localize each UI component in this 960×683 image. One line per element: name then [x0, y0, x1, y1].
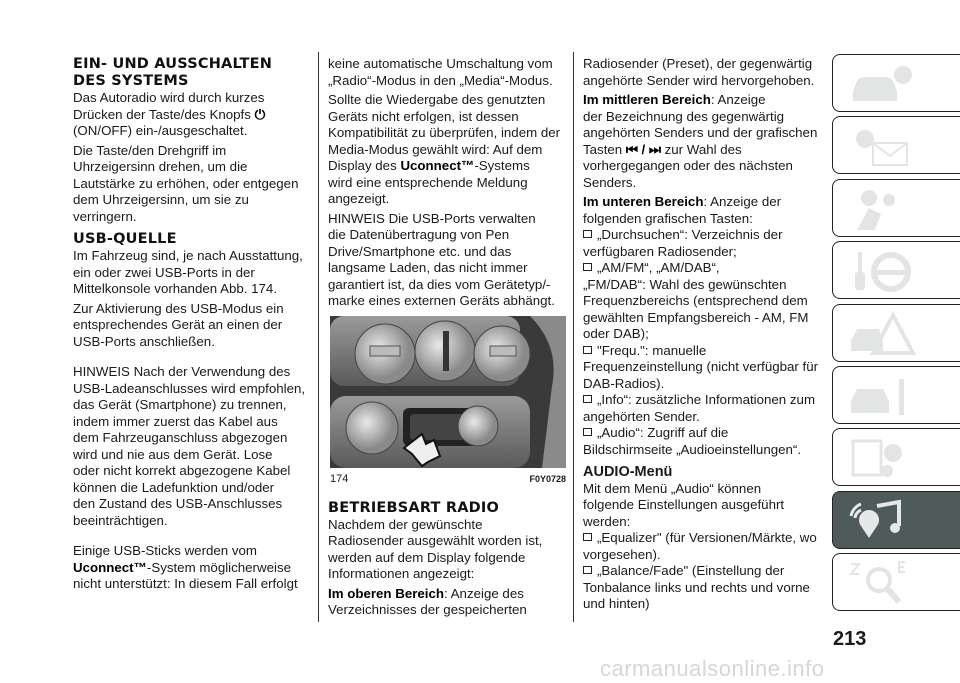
chapter-tab[interactable] [832, 116, 960, 174]
text-line: Sollte die Wiedergabe des genutzten [328, 92, 546, 107]
paragraph [328, 211, 568, 310]
text-line: Informationen angezeigt: [328, 566, 475, 581]
text-line: Zur Aktivierung des USB-Modus ein [73, 300, 284, 316]
text-line: gewählten Empfangsbereich - AM, FM [583, 309, 809, 325]
key-steering-wheel-icon [847, 248, 917, 292]
text-line [583, 92, 823, 109]
section-heading [583, 464, 823, 481]
index-search-icon [847, 560, 917, 604]
text-line: Nachdem der gewünschte [328, 516, 483, 532]
text-line: USB-Ladeanschlusses wird empfohlen, [73, 380, 306, 396]
column-2 [328, 56, 568, 619]
column-1 [73, 56, 313, 593]
bold-text: ⏻ [254, 106, 266, 122]
text-line: Senders. [583, 174, 637, 190]
text-line: Frequenzeinstellung (nicht verfügbar für [583, 359, 819, 374]
text-line: nicht unterstützt: In diesem Fall erfolgt [73, 576, 298, 591]
text-line [328, 586, 568, 603]
text-line: den Zustand des USB-Anschlusses [73, 496, 283, 511]
text-line: Radiosender (Preset), der gegenwärtig [583, 56, 813, 71]
text-line: Lautstärke zu erhöhen, oder entgegen [73, 175, 299, 191]
car-info-icon [847, 61, 917, 105]
paragraph [73, 364, 313, 529]
watermark: carmanualsonline.info [600, 656, 825, 681]
paragraph [328, 56, 568, 89]
text-line: DAB-Radios). [583, 375, 665, 391]
text-line: entsprechendes Gerät an einen der [73, 317, 283, 332]
paragraph [583, 92, 823, 191]
technical-data-icon [847, 435, 917, 479]
bold-text: Im oberen Bereich [328, 585, 445, 601]
text-line: keine automatische Umschaltung vom [328, 56, 553, 71]
text: : Anzeige [710, 92, 766, 107]
text-line [583, 530, 823, 547]
text-line [583, 392, 823, 409]
text-line [73, 560, 313, 577]
bullet-square-icon [583, 346, 592, 354]
text-line: beeinträchtigen. [73, 512, 168, 528]
column-divider [573, 52, 574, 622]
text-line: „Radio“-Modus in den „Media“-Modus. [328, 72, 553, 88]
bullet-square-icon [583, 263, 592, 271]
text: -System möglicherweise [146, 559, 291, 575]
section-heading [328, 500, 568, 517]
bold-text: Im mittleren Bereich [583, 92, 711, 107]
text-line: Im Fahrzeug sind, je nach Ausstattung, [73, 248, 303, 263]
section-heading [73, 231, 313, 248]
text-line [73, 107, 313, 124]
text: Tasten [583, 141, 626, 157]
bullet-square-icon [583, 230, 592, 238]
paragraph [328, 517, 568, 583]
text-line: Kompatibilität zu überprüfen, indem der [328, 125, 561, 140]
text-line: garantiert ist, da dies vom Gerätetyp/- [328, 276, 551, 292]
section-heading [73, 56, 313, 90]
text-line [583, 563, 823, 580]
paragraph [73, 90, 313, 140]
text-line: die Datenübertragung von Pen [328, 227, 510, 242]
text: : Anzeige der [703, 194, 782, 209]
paragraph [73, 543, 313, 593]
chapter-tab[interactable] [832, 428, 960, 486]
text-line: „FM/DAB“: Wahl des gewünschten [583, 276, 787, 292]
text: : Anzeige des [444, 585, 524, 601]
bullet-square-icon [583, 533, 592, 541]
text-line: Verzeichnisses der gespeicherten [328, 602, 527, 617]
text: „Equalizer" (für Versionen/Märkte, wo [597, 530, 817, 545]
bold-text: Uconnect™ [400, 158, 475, 173]
chapter-tab[interactable] [832, 491, 960, 549]
text-line [583, 142, 823, 159]
text-line: oder nicht korrekt abgezogene Kabel [73, 463, 291, 478]
chapter-tab[interactable] [832, 54, 960, 112]
text-line [583, 227, 823, 244]
spacer [73, 350, 313, 364]
paragraph [583, 481, 823, 613]
text-line [583, 343, 823, 360]
chapter-tab[interactable] [832, 366, 960, 424]
text-line: Mittelkonsole vorhanden Abb. 174. [73, 281, 278, 296]
text: "Frequ.": manuelle [597, 342, 707, 358]
paragraph [328, 586, 568, 619]
text-line: können die Ladefunktion und/oder [73, 479, 275, 495]
bullet-square-icon [583, 566, 592, 574]
text-line: Mit dem Menü „Audio“ können [583, 480, 762, 496]
bold-text: ⏮ / ⏭ [625, 141, 661, 157]
text-line: Uhrzeigersinn drehen, um die [73, 159, 248, 174]
text-line: langsame Laden, das nicht immer [328, 260, 528, 275]
paragraph [73, 248, 313, 298]
text-line: vorhergegangen oder des nächsten [583, 158, 793, 173]
text-line: dem Uhrzeigersinn, um sie zu [73, 192, 249, 207]
text-line: Das Autoradio wird durch kurzes [73, 90, 265, 105]
text-line: Frequenzbereichs (entsprechend dem [583, 293, 808, 308]
center-console-illustration [330, 316, 566, 468]
text: „Audio“: Zugriff auf die [597, 425, 729, 440]
text-line: USB-Ports anschließen. [73, 333, 215, 349]
text-line: Radiosender ausgewählt worden ist, [328, 533, 543, 548]
bold-text: Uconnect™ [73, 559, 147, 575]
text-line: der Bezeichnung des gegenwärtig [583, 108, 785, 124]
text-line: das Gerät (Smartphone) zu trennen, [73, 397, 287, 412]
figure-usb-ports [330, 316, 566, 468]
text-line: folgende Einstellungen ausgeführt [583, 497, 785, 512]
text-line: dem Fahrzeuganschluss abgezogen [73, 430, 288, 445]
text: „Info“: zusätzliche Informationen zum [597, 392, 816, 407]
column-3 [583, 56, 823, 613]
text-line: AUDIO-Menü [583, 464, 673, 480]
text-line: HINWEIS Nach der Verwendung des [73, 364, 291, 379]
text-line: indem immer zuerst das Kabel aus [73, 413, 278, 429]
chapter-tab[interactable] [832, 179, 960, 237]
text-line: (ON/OFF) ein-/ausgeschaltet. [73, 123, 248, 138]
text: -Systems [474, 158, 530, 173]
bullet-square-icon [583, 395, 592, 403]
text-line: und hinten) [583, 596, 650, 611]
text-line: angezeigt. [328, 191, 390, 206]
text-line: ein oder zwei USB-Ports in der [73, 264, 255, 280]
text-line: wird und nie aus dem Gerät. Lose [73, 446, 273, 462]
text-line: angehörten Senders und der grafischen [583, 125, 818, 140]
multimedia-icon [847, 498, 917, 542]
text-line: werden: [583, 513, 631, 529]
text-line: angehörte Sender wird hervorgehoben. [583, 72, 815, 88]
text-line: verringern. [73, 208, 137, 224]
column-divider [318, 52, 319, 622]
text-line: wird eine entsprechende Meldung [328, 174, 528, 190]
text: „Durchsuchen“: Verzeichnis der [597, 227, 783, 242]
chapter-tab[interactable] [832, 304, 960, 362]
text: zur Wahl des [660, 141, 742, 157]
paragraph [73, 143, 313, 226]
figure-caption [330, 472, 566, 486]
text-line: Drive/Smartphone etc. und das [328, 243, 512, 259]
text-line: Die Taste/den Drehgriff im [73, 142, 227, 158]
text-line: USB-QUELLE [73, 231, 177, 247]
chapter-tab[interactable] [832, 553, 960, 611]
text-line: oder DAB); [583, 326, 649, 341]
paragraph [583, 56, 823, 89]
text-line: verfügbaren Radiosender; [583, 243, 737, 259]
text: Display des [328, 158, 401, 173]
text-line: vorgesehen). [583, 546, 661, 562]
text-line [328, 158, 568, 175]
text: „AM/FM“, „AM/DAB“, [597, 260, 720, 275]
text-line: folgenden grafischen Tasten: [583, 210, 753, 226]
spacer [73, 529, 313, 543]
text-line [583, 194, 823, 211]
text: Drücken der Taste/des Knopfs [73, 106, 255, 122]
text-line: marke eines externen Geräts abhängt. [328, 293, 555, 308]
paragraph [73, 301, 313, 351]
warning-lights-message-icon [847, 123, 917, 167]
text: „Balance/Fade" (Einstellung der [597, 563, 785, 578]
text-line: Einige USB-Sticks werden vom [73, 543, 258, 558]
chapter-tab[interactable] [832, 241, 960, 299]
airbag-seat-icon [847, 186, 917, 230]
figure-code: F0Y0728 [529, 473, 566, 484]
paragraph [583, 194, 823, 458]
paragraph [328, 92, 568, 208]
text-line: EIN- UND AUSSCHALTEN [73, 56, 273, 72]
bullet-square-icon [583, 428, 592, 436]
text-line: werden auf dem Display folgende [328, 549, 526, 565]
text-line: DES SYSTEMS [73, 73, 189, 89]
text-line: Bildschirmseite „Audioeinstellungen“. [583, 441, 802, 457]
text-line: HINWEIS Die USB-Ports verwalten [328, 210, 536, 226]
spacer [328, 486, 568, 500]
text-line: BETRIEBSART RADIO [328, 499, 500, 516]
car-maintenance-icon [847, 373, 917, 417]
text-line: Tonbalance links und rechts und vorne [583, 579, 810, 595]
bold-text: Im unteren Bereich [583, 194, 704, 209]
text-line [583, 260, 823, 277]
text-line: angehörten Sender. [583, 408, 700, 424]
page-number: 213 [833, 628, 867, 650]
figure-number: 174 [330, 472, 349, 485]
text-line [583, 425, 823, 442]
emergency-triangle-icon [847, 311, 917, 355]
text-line: Media-Modus gewählt wird: Auf dem [328, 141, 543, 157]
text-line: Geräts nicht erfolgen, ist dessen [328, 108, 519, 124]
